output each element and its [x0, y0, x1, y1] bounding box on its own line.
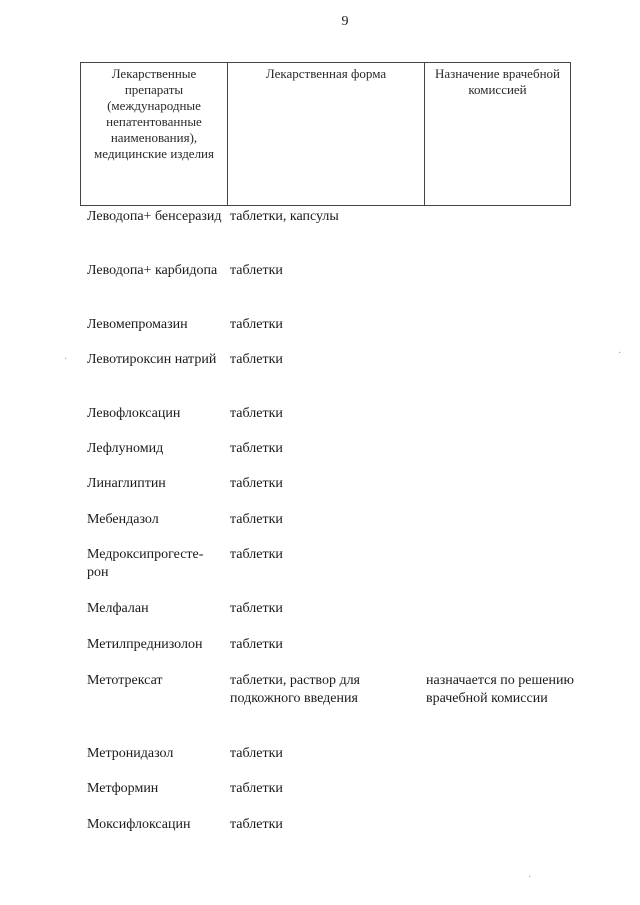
drug-name: Мебендазол: [87, 512, 159, 527]
drug-name: Лефлуномид: [87, 441, 164, 456]
drug-name: Метформин: [87, 781, 159, 796]
dosage-form: таблетки: [230, 637, 283, 652]
scan-speck: ·: [618, 348, 622, 359]
dosage-form: таблетки: [230, 817, 283, 832]
dosage-form: таблетки: [230, 441, 283, 456]
dosage-form: таблетки: [230, 746, 283, 761]
dosage-form: таблетки: [230, 601, 283, 616]
dosage-form: таблетки, капсулы: [230, 209, 339, 224]
dosage-form: таблетки, раствор для подкожного введения: [230, 673, 360, 706]
scan-speck: ·: [528, 872, 532, 883]
commission-note: назначается по решению врачебной комиссии: [426, 673, 574, 706]
dosage-form: таблетки: [230, 406, 283, 421]
drug-name: Метотрексат: [87, 673, 163, 688]
drug-name: Метилпреднизолон: [87, 637, 203, 652]
drug-name: Мелфалан: [87, 601, 149, 616]
dosage-form: таблетки: [230, 512, 283, 527]
dosage-form: таблетки: [230, 263, 283, 278]
drug-name: Леводопа+ карбидопа: [87, 263, 218, 278]
dosage-form: таблетки: [230, 476, 283, 491]
drug-name: Левофлоксацин: [87, 406, 181, 421]
dosage-form: таблетки: [230, 547, 283, 562]
drug-name: Линаглиптин: [87, 476, 166, 491]
column-header-drugs: Лекарственные препараты (международные непатентованные наименования), медицинские изделия: [81, 63, 228, 206]
page-number: 9: [341, 14, 349, 29]
column-header-commission: Назначение врачебной комиссией: [425, 63, 571, 206]
drug-name: Левотироксин натрий: [87, 352, 217, 367]
drug-name: Метронидазол: [87, 746, 174, 761]
table-header: [80, 62, 571, 206]
drug-name: Моксифлоксацин: [87, 817, 191, 832]
drug-name: Леводопа+ бенсеразид: [87, 209, 222, 224]
drug-name: Левомепромазин: [87, 317, 188, 332]
drug-name: Медроксипрогесте-рон: [87, 547, 204, 580]
dosage-form: таблетки: [230, 352, 283, 367]
column-header-dosage-form: Лекарственная форма: [228, 63, 425, 206]
dosage-form: таблетки: [230, 781, 283, 796]
dosage-form: таблетки: [230, 317, 283, 332]
scan-speck: ·: [64, 354, 68, 365]
